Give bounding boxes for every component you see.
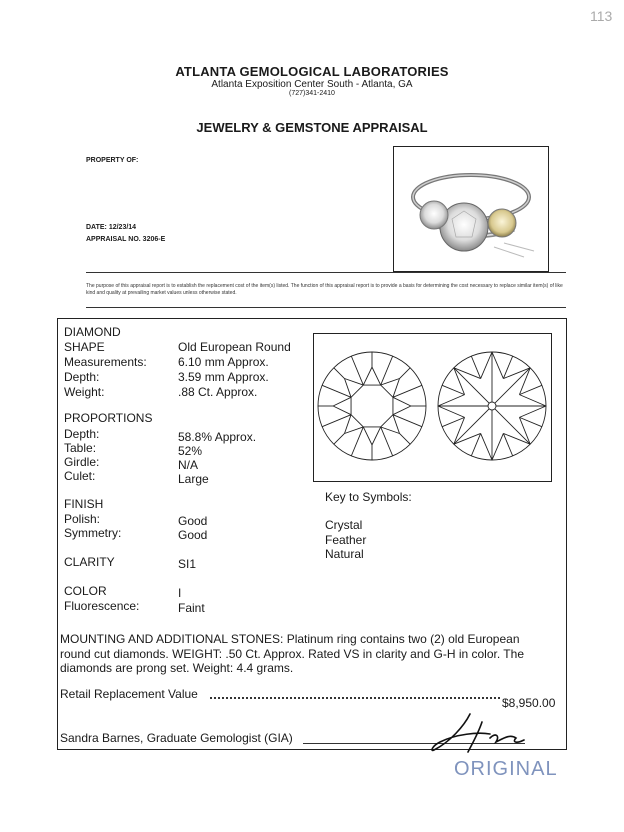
clarity-value: SI1 <box>178 557 197 571</box>
crown-star-facet-edge <box>393 415 400 434</box>
table-value: 52% <box>178 444 203 458</box>
measurements-value: 6.10 mm Approx. <box>178 355 269 369</box>
diamond-heading: DIAMOND <box>64 325 121 339</box>
crown-star-facet-edge <box>363 367 372 385</box>
pavilion-lower-girdle-edge <box>438 406 465 417</box>
pavilion-lower-girdle-edge <box>481 352 492 379</box>
crown-kite-edge <box>334 433 345 444</box>
table-label: Table: <box>64 441 97 455</box>
diamond-plot-svg <box>314 334 551 481</box>
original-stamp: ORIGINAL <box>454 758 558 780</box>
measurements-label: Measurements: <box>64 355 147 369</box>
crown-star-facet-edge <box>345 379 352 398</box>
pavilion-main-edge <box>495 368 530 403</box>
crown-star-facet-edge <box>333 397 351 406</box>
crown-view-diagram <box>318 352 426 460</box>
retail-value-label: Retail Replacement Value <box>60 687 198 701</box>
crown-star-facet-edge <box>372 367 381 385</box>
finish-heading: FINISH <box>64 497 104 511</box>
pavilion-lower-girdle-edge <box>519 406 546 417</box>
crown-star-facet-edge <box>393 379 400 398</box>
divider-bottom <box>86 307 566 308</box>
girdle-label: Girdle: <box>64 455 100 469</box>
pavilion-lower-girdle-edge <box>438 395 465 406</box>
date-row <box>86 224 136 231</box>
crown-kite-edge <box>399 433 410 444</box>
document-title: JEWELRY & GEMSTONE APPRAISAL <box>196 120 428 135</box>
crown-upper-girdle-edge <box>381 356 393 385</box>
crown-star-facet-edge <box>333 406 351 415</box>
mounting-line-3: diamonds are prong set. Weight: 4.4 grams. <box>60 661 294 675</box>
crown-kite-edge <box>399 368 410 379</box>
pavilion-main-edge <box>454 409 489 444</box>
appraisal-number-value: 3206-E <box>142 236 166 243</box>
crown-upper-girdle-edge <box>322 385 351 397</box>
symmetry-label: Symmetry: <box>64 526 122 540</box>
crown-upper-girdle-edge <box>393 415 422 427</box>
key-symbol-natural: Natural <box>325 547 364 561</box>
polish-label: Polish: <box>64 512 101 526</box>
key-to-symbols-heading: Key to Symbols: <box>325 490 412 504</box>
proportions-depth-value: 58.8% Approx. <box>178 430 257 444</box>
depth-label: Depth: <box>64 370 100 384</box>
crown-star-facet-edge <box>393 397 411 406</box>
crown-upper-girdle-edge <box>381 427 393 456</box>
proportions-depth-label: Depth: <box>64 427 100 441</box>
appraisal-number-label: APPRAISAL NO. <box>86 236 141 243</box>
color-label: COLOR <box>64 584 107 598</box>
shape-label: SHAPE <box>64 340 105 354</box>
proportions-heading: PROPORTIONS <box>64 411 153 425</box>
polish-value: Good <box>178 514 208 528</box>
appraisal-number-row <box>86 236 165 243</box>
divider-top <box>86 272 566 273</box>
date-label: DATE: <box>86 224 107 231</box>
shape-value: Old European Round <box>178 340 291 354</box>
crown-star-facet-edge <box>363 427 372 445</box>
pavilion-lower-girdle-edge <box>492 352 503 379</box>
culet-label: Culet: <box>64 469 96 483</box>
fluorescence-label: Fluorescence: <box>64 599 140 613</box>
crown-table-facet <box>351 385 393 427</box>
crown-star-facet-edge <box>345 379 364 386</box>
weight-label: Weight: <box>64 385 105 399</box>
crown-upper-girdle-edge <box>351 427 363 456</box>
page-number-mark: 113 <box>590 8 613 24</box>
crown-star-facet-edge <box>381 379 400 386</box>
diamond-plot-diagram <box>313 333 552 482</box>
pavilion-lower-girdle-edge <box>519 395 546 406</box>
crown-star-facet-edge <box>345 415 352 434</box>
ring-photo <box>393 146 549 272</box>
pavilion-view-diagram <box>438 352 546 460</box>
crown-star-facet-edge <box>372 427 381 445</box>
crown-upper-girdle-edge <box>393 385 422 397</box>
lab-phone: (727)341-2410 <box>289 90 335 97</box>
pavilion-main-edge <box>454 368 489 403</box>
lab-name: ATLANTA GEMOLOGICAL LABORATORIES <box>175 64 449 79</box>
fluorescence-value: Faint <box>178 601 205 615</box>
crown-star-facet-edge <box>393 406 411 415</box>
mounting-line-1: MOUNTING AND ADDITIONAL STONES: Platinum ring contains two (2) old European <box>60 632 520 646</box>
crown-star-facet-edge <box>345 427 364 434</box>
pavilion-culet <box>488 402 496 410</box>
pavilion-main-edge <box>495 409 530 444</box>
retail-value-amount: $8,950.00 <box>502 696 556 710</box>
property-of-label: PROPERTY OF: <box>86 157 139 164</box>
crown-upper-girdle-edge <box>351 356 363 385</box>
key-symbol-feather: Feather <box>325 533 367 547</box>
crown-upper-girdle-edge <box>322 415 351 427</box>
depth-value: 3.59 mm Approx. <box>178 370 269 384</box>
girdle-value: N/A <box>178 458 199 472</box>
weight-value: .88 Ct. Approx. <box>178 385 258 399</box>
pavilion-lower-girdle-edge <box>481 433 492 460</box>
key-symbol-crystal: Crystal <box>325 518 363 532</box>
retail-leader-dots <box>210 697 500 699</box>
color-value: I <box>178 586 182 600</box>
crown-kite-edge <box>334 368 345 379</box>
culet-value: Large <box>178 472 209 486</box>
signature-name: Sandra Barnes, Graduate Gemologist (GIA) <box>60 731 293 745</box>
date-value: 12/23/14 <box>108 224 137 231</box>
purpose-statement: The purpose of this appraisal report is to establish the replacement cost of the item(s) listed. The function of this appraisal report is to provide a basis for determining the cost necessary to replace similar item(s) of like kind and quality at prevailing market values unless otherwise stated. <box>86 283 563 296</box>
mounting-line-2: round cut diamonds. WEIGHT: .50 Ct. Approx. Rated VS in clarity and G-H in color. The <box>60 647 524 661</box>
pavilion-lower-girdle-edge <box>492 433 503 460</box>
handwritten-signature <box>420 708 530 758</box>
clarity-label: CLARITY <box>64 555 115 569</box>
lab-address: Atlanta Exposition Center South - Atlanta, GA <box>211 79 413 90</box>
symmetry-value: Good <box>178 528 208 542</box>
crown-star-facet-edge <box>381 427 400 434</box>
ring-photo-image <box>394 147 548 271</box>
